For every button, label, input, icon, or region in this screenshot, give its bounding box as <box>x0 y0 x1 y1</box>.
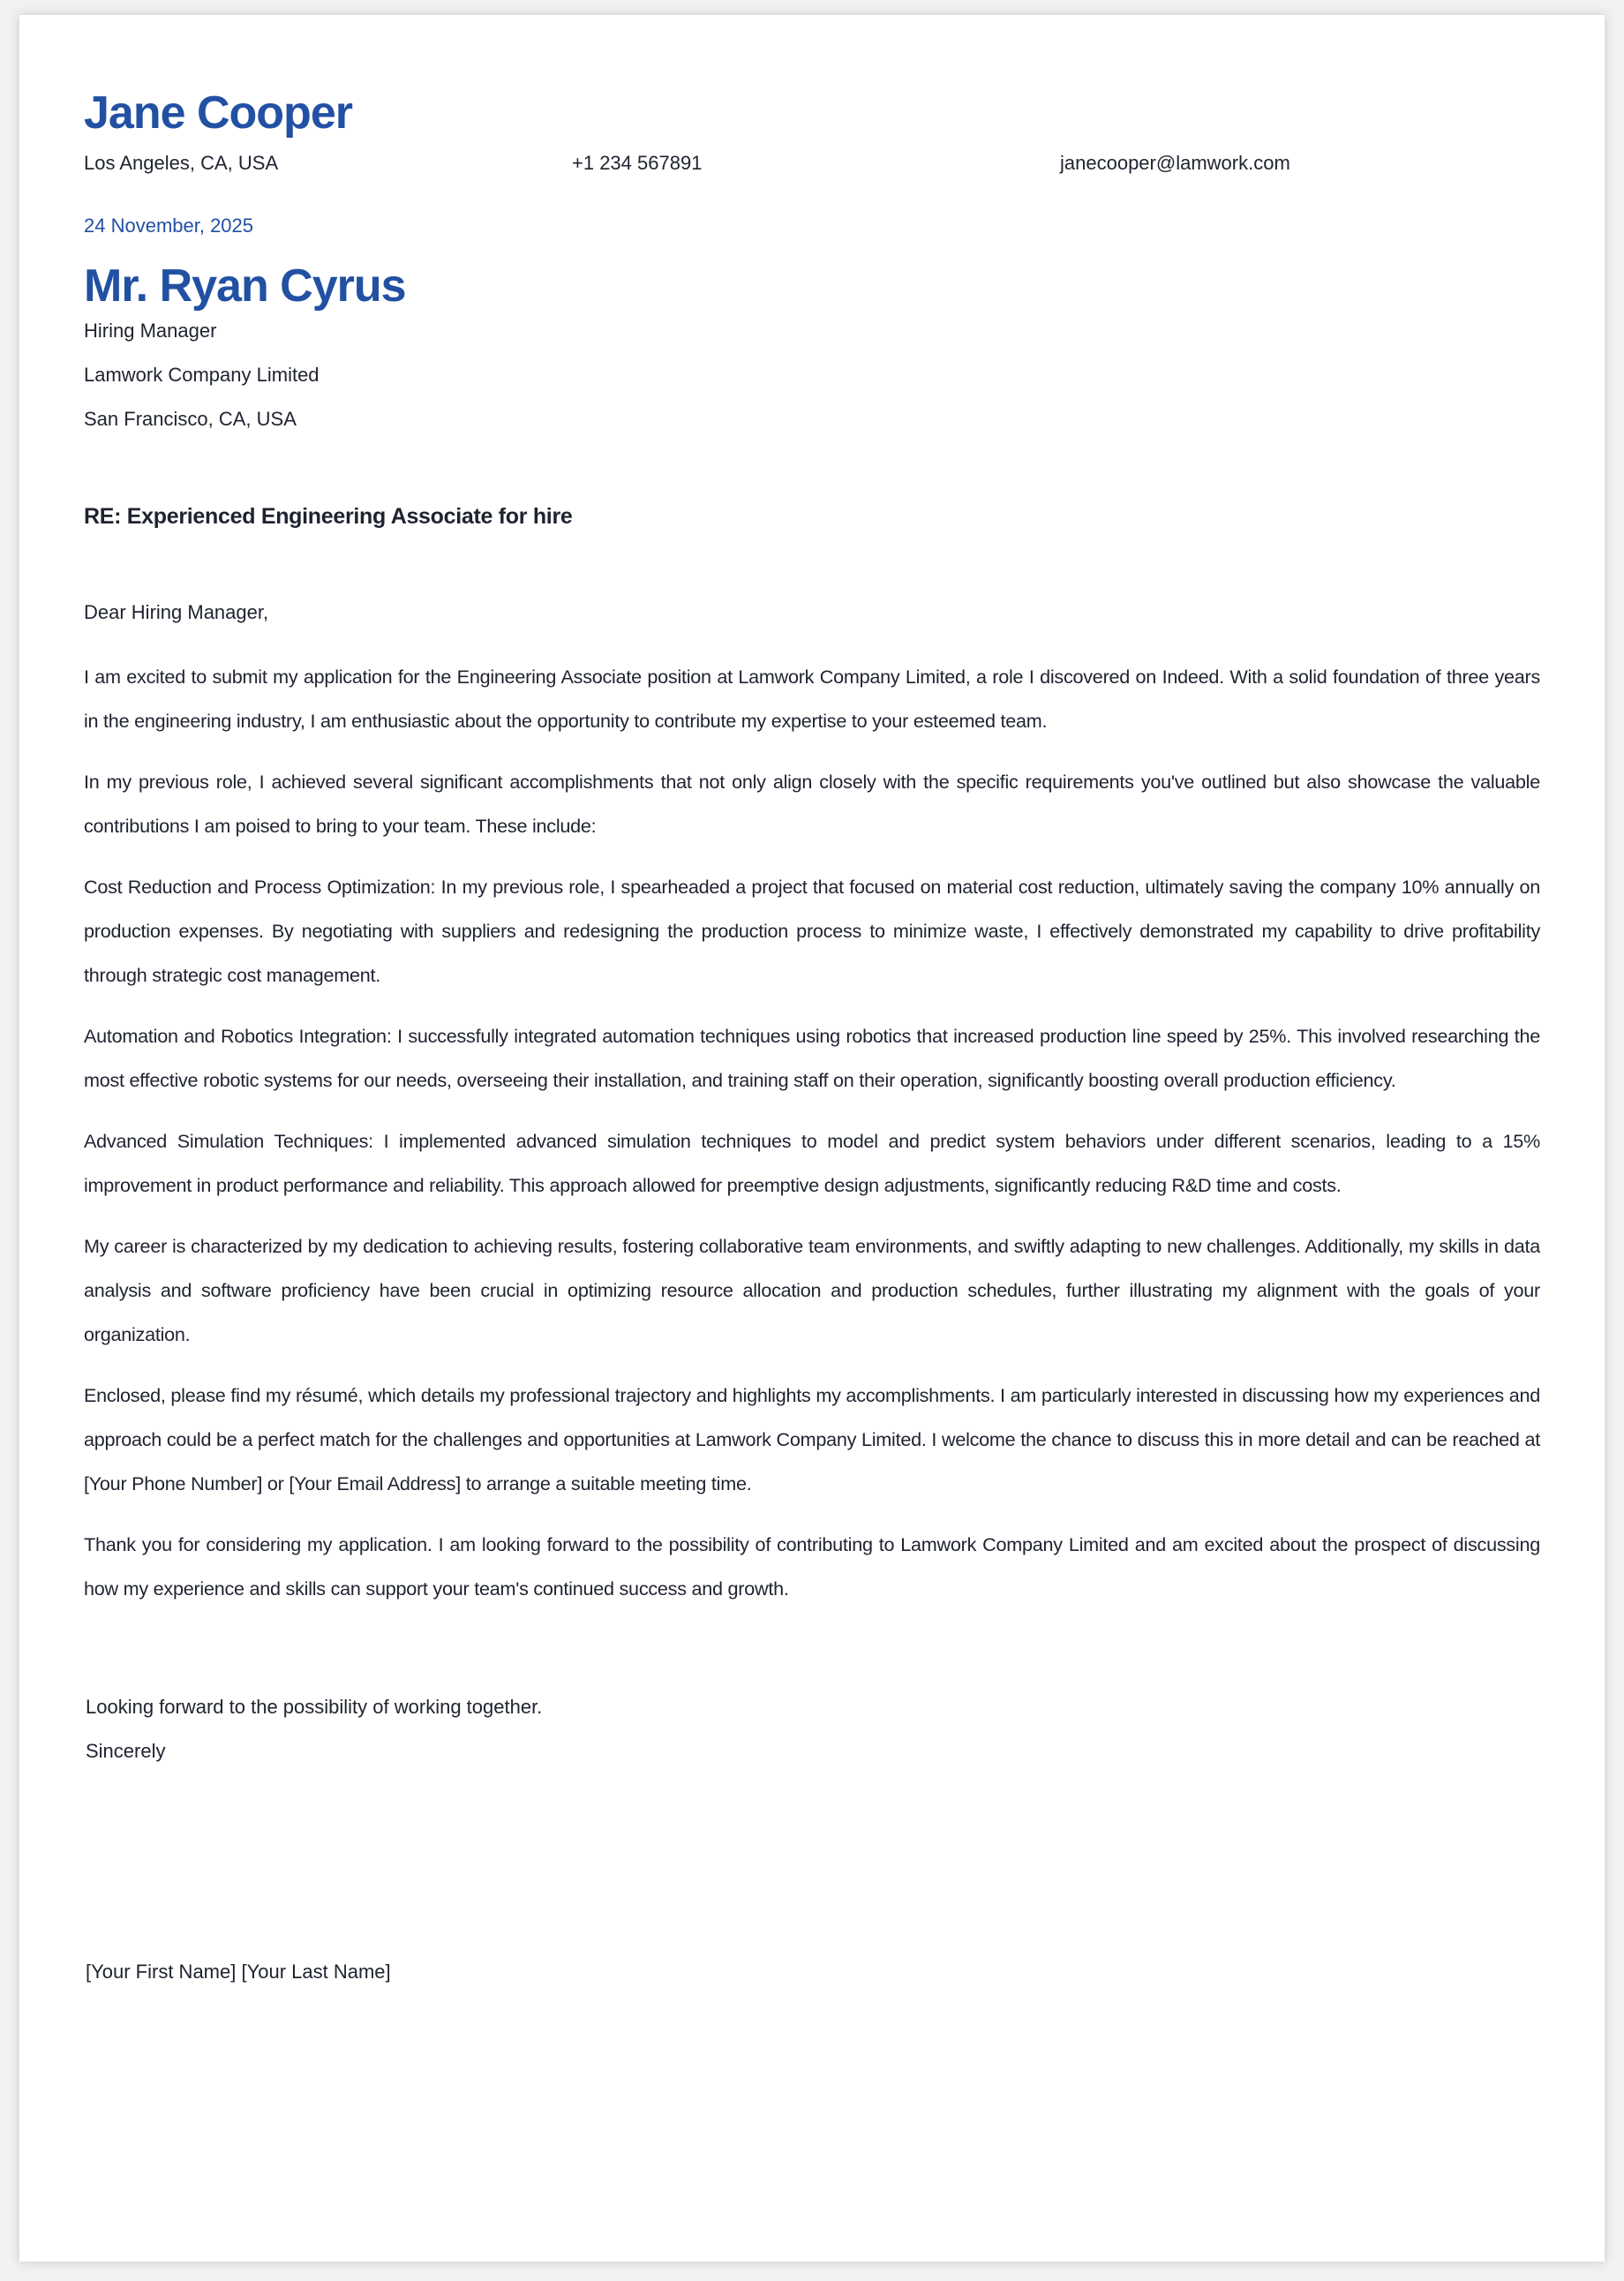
body-paragraph: Thank you for considering my application. I am looking forward to the possibility of contributing to Lamwork Company Limited and am excited about the prospect of discussing how my experience and skills can support your team's continued success and growth. <box>84 1533 1540 1600</box>
recipient-name: Mr. Ryan Cyrus <box>84 260 406 312</box>
body-paragraph: Advanced Simulation Techniques: I implemented advanced simulation techniques to model and predict system behaviors under different scenarios, leading to a 15% improvement in product performance and reliability. This approach allowed for preemptive design adjustments, significantly reducing R&D time and costs. <box>84 1130 1540 1196</box>
recipient-location: San Francisco, CA, USA <box>84 408 297 430</box>
sender-phone: +1 234 567891 <box>572 152 703 174</box>
body-paragraph: Automation and Robotics Integration: I successfully integrated automation techniques using robotics that increased production line speed by 25%. This involved researching the most effective robotic systems for our needs, overseeing their installation, and training staff on their operation, significantly boosting overall production efficiency. <box>84 1025 1540 1091</box>
letter-date: 24 November, 2025 <box>84 215 254 237</box>
sender-name: Jane Cooper <box>84 87 352 139</box>
body-paragraph: Enclosed, please find my résumé, which details my professional trajectory and highlights my accomplishments. I am particularly interested in discussing how my experiences and approach could be a perfect match for the challenges and opportunities at Lamwork Company Limited. I welcome the chance to discuss this in more detail and can be reached at [Your Phone Number] or [Your Email Address] to arrange a suitable meeting time. <box>84 1384 1540 1494</box>
sign-off: Sincerely <box>86 1740 166 1762</box>
recipient-company: Lamwork Company Limited <box>84 364 320 386</box>
letter-page <box>19 15 1605 2262</box>
body-paragraph: I am excited to submit my application for the Engineering Associate position at Lamwork Company Limited, a role I discovered on Indeed. With a solid foundation of three years in the engineering industry, I am enthusiastic about the opportunity to contribute my expertise to your esteemed team. <box>84 666 1540 732</box>
sender-location: Los Angeles, CA, USA <box>84 152 279 174</box>
sender-email: janecooper@lamwork.com <box>1060 152 1290 174</box>
body-paragraph: In my previous role, I achieved several significant accomplishments that not only align closely with the specific requirements you've outlined but also showcase the valuable contributions I am poised to bring to your team. These include: <box>84 771 1540 837</box>
sender-contact-row <box>84 152 1540 182</box>
body-paragraph: My career is characterized by my dedication to achieving results, fostering collaborative team environments, and swiftly adapting to new challenges. Additionally, my skills in data analysis and software proficiency have been crucial in optimizing resource allocation and production schedules, further illustrating my alignment with the goals of your organization. <box>84 1235 1540 1345</box>
salutation: Dear Hiring Manager, <box>84 601 269 623</box>
recipient-title: Hiring Manager <box>84 320 217 342</box>
signature-name: [Your First Name] [Your Last Name] <box>86 1961 391 1983</box>
letter-subject: RE: Experienced Engineering Associate for hire <box>84 504 573 529</box>
body-paragraph: Cost Reduction and Process Optimization: In my previous role, I spearheaded a project that focused on material cost reduction, ultimately saving the company 10% annually on production expenses. By negotiating with suppliers and redesigning the production process to minimize waste, I effectively demonstrated my capability to drive profitability through strategic cost management. <box>84 876 1540 986</box>
closing-line: Looking forward to the possibility of working together. <box>86 1696 543 1718</box>
